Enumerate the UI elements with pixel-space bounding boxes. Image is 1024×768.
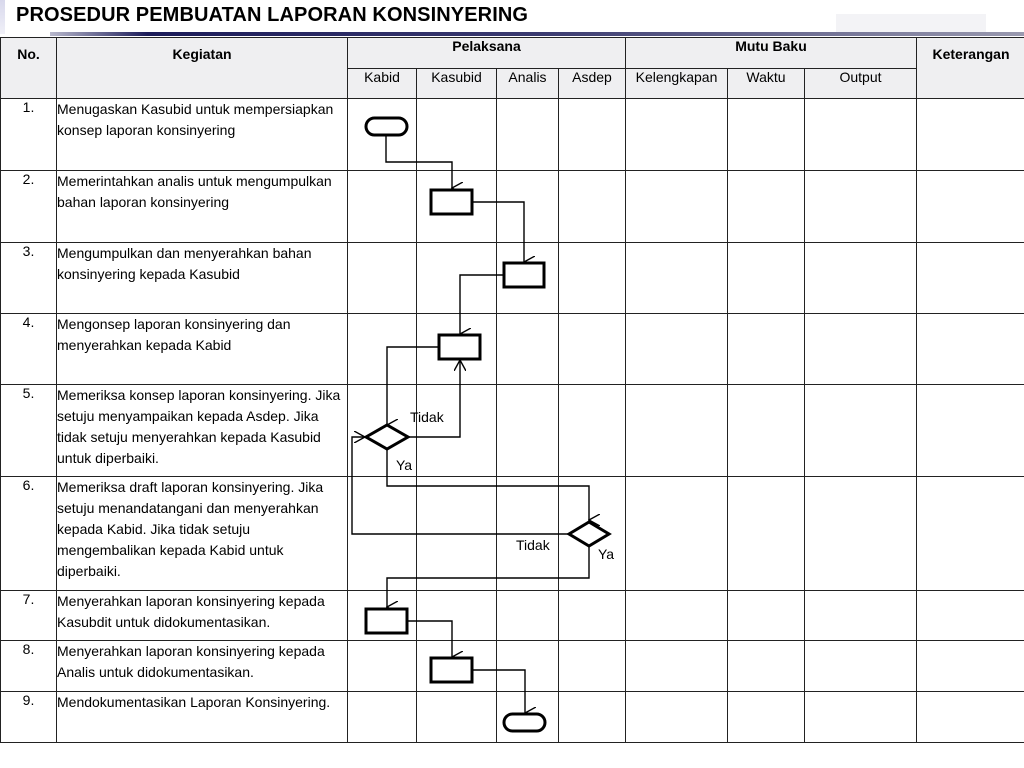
row-number: 4. — [1, 314, 57, 385]
decision-1-no-label: Tidak — [410, 409, 444, 425]
cell-asdep — [559, 314, 626, 385]
table-row — [1, 692, 1024, 743]
cell-kelengkapan — [626, 641, 728, 692]
cell-analis — [497, 314, 559, 385]
cell-kasubid — [417, 477, 497, 591]
cell-keterangan — [917, 641, 1024, 692]
cell-kelengkapan — [626, 692, 728, 743]
cell-asdep — [559, 99, 626, 171]
cell-asdep — [559, 591, 626, 641]
header-pelaksana: Pelaksana — [348, 38, 626, 69]
cell-kasubid — [417, 641, 497, 692]
cell-kasubid — [417, 99, 497, 171]
table-row — [1, 99, 1024, 171]
cell-keterangan — [917, 171, 1024, 243]
table-row — [1, 243, 1024, 314]
row-number: 7. — [1, 591, 57, 641]
cell-output — [805, 243, 917, 314]
cell-analis — [497, 385, 559, 477]
row-number: 5. — [1, 385, 57, 477]
cell-keterangan — [917, 243, 1024, 314]
row-activity: Menyerahkan laporan konsinyering kepada Kasubdit untuk didokumentasikan. — [57, 591, 348, 641]
cell-kabid — [348, 99, 417, 171]
cell-waktu — [728, 243, 805, 314]
cell-keterangan — [917, 692, 1024, 743]
cell-waktu — [728, 641, 805, 692]
cell-analis — [497, 591, 559, 641]
cell-analis — [497, 171, 559, 243]
procedure-table — [0, 37, 1024, 743]
page-title: PROSEDUR PEMBUATAN LAPORAN KONSINYERING — [16, 4, 529, 26]
header-kegiatan: Kegiatan — [57, 38, 348, 99]
row-number: 2. — [1, 171, 57, 243]
cell-kasubid — [417, 243, 497, 314]
cell-keterangan — [917, 99, 1024, 171]
cell-kelengkapan — [626, 243, 728, 314]
cell-keterangan — [917, 314, 1024, 385]
row-activity: Memeriksa konsep laporan konsinyering. Jika setuju menyampaikan kepada Asdep. Jika tidak setuju menyerahkan kepada Kasubid untuk diperbaiki. — [57, 385, 348, 477]
decision-1-yes-label: Ya — [396, 457, 413, 473]
cell-kelengkapan — [626, 99, 728, 171]
cell-kabid — [348, 641, 417, 692]
row-activity: Mengumpulkan dan menyerahkan bahan konsinyering kepada Kasubid — [57, 243, 348, 314]
cell-waktu — [728, 385, 805, 477]
cell-output — [805, 641, 917, 692]
decision-2-no-label: Tidak — [516, 537, 550, 553]
decorative-fade-box — [836, 14, 986, 34]
header-waktu: Waktu — [728, 69, 805, 99]
decision-2-yes-label: Ya — [598, 546, 615, 562]
cell-kasubid — [417, 591, 497, 641]
cell-waktu — [728, 477, 805, 591]
cell-kelengkapan — [626, 385, 728, 477]
row-number: 6. — [1, 477, 57, 591]
row-activity: Menugaskan Kasubid untuk mempersiapkan konsep laporan konsinyering — [57, 99, 348, 171]
cell-kelengkapan — [626, 314, 728, 385]
title-underline-strip — [50, 32, 1024, 36]
cell-asdep — [559, 477, 626, 591]
cell-waktu — [728, 171, 805, 243]
cell-kasubid — [417, 692, 497, 743]
header-mutu-baku: Mutu Baku — [626, 38, 917, 69]
cell-kabid — [348, 171, 417, 243]
row-number: 9. — [1, 692, 57, 743]
cell-analis — [497, 99, 559, 171]
cell-kabid — [348, 314, 417, 385]
cell-output — [805, 171, 917, 243]
header-keterangan: Keterangan — [917, 38, 1024, 99]
cell-waktu — [728, 314, 805, 385]
table-row — [1, 171, 1024, 243]
cell-output — [805, 692, 917, 743]
cell-output — [805, 314, 917, 385]
cell-kabid — [348, 243, 417, 314]
cell-analis — [497, 243, 559, 314]
cell-keterangan — [917, 591, 1024, 641]
cell-output — [805, 591, 917, 641]
row-number: 3. — [1, 243, 57, 314]
row-activity: Mendokumentasikan Laporan Konsinyering. — [57, 692, 348, 743]
table-row — [1, 385, 1024, 477]
cell-kabid — [348, 477, 417, 591]
header-asdep: Asdep — [559, 69, 626, 99]
cell-output — [805, 385, 917, 477]
cell-kelengkapan — [626, 171, 728, 243]
cell-output — [805, 99, 917, 171]
table-row — [1, 314, 1024, 385]
table-row — [1, 641, 1024, 692]
cell-asdep — [559, 243, 626, 314]
cell-analis — [497, 477, 559, 591]
table-row — [1, 477, 1024, 591]
row-activity: Memeriksa draft laporan konsinyering. Jika setuju menandatangani dan menyerahkan kepada Kabid. Jika tidak setuju mengembalikan kepada Kabid untuk diperbaiki. — [57, 477, 348, 591]
cell-asdep — [559, 641, 626, 692]
cell-kabid — [348, 385, 417, 477]
row-activity: Menyerahkan laporan konsinyering kepada Analis untuk didokumentasikan. — [57, 641, 348, 692]
table-row — [1, 591, 1024, 641]
header-no: No. — [1, 38, 57, 99]
row-activity: Memerintahkan analis untuk mengumpulkan bahan laporan konsinyering — [57, 171, 348, 243]
cell-analis — [497, 692, 559, 743]
title-accent-bar — [0, 0, 5, 34]
cell-waktu — [728, 99, 805, 171]
header-analis: Analis — [497, 69, 559, 99]
cell-waktu — [728, 591, 805, 641]
header-kelengkapan: Kelengkapan — [626, 69, 728, 99]
row-number: 1. — [1, 99, 57, 171]
cell-keterangan — [917, 385, 1024, 477]
cell-keterangan — [917, 477, 1024, 591]
cell-kabid — [348, 591, 417, 641]
cell-kelengkapan — [626, 477, 728, 591]
cell-analis — [497, 641, 559, 692]
cell-kasubid — [417, 314, 497, 385]
cell-output — [805, 477, 917, 591]
cell-kelengkapan — [626, 591, 728, 641]
cell-kasubid — [417, 171, 497, 243]
header-output: Output — [805, 69, 917, 99]
row-number: 8. — [1, 641, 57, 692]
cell-waktu — [728, 692, 805, 743]
cell-kasubid — [417, 385, 497, 477]
header-kabid: Kabid — [348, 69, 417, 99]
cell-asdep — [559, 692, 626, 743]
header-kasubid: Kasubid — [417, 69, 497, 99]
cell-asdep — [559, 385, 626, 477]
cell-kabid — [348, 692, 417, 743]
cell-asdep — [559, 171, 626, 243]
row-activity: Mengonsep laporan konsinyering dan menyerahkan kepada Kabid — [57, 314, 348, 385]
